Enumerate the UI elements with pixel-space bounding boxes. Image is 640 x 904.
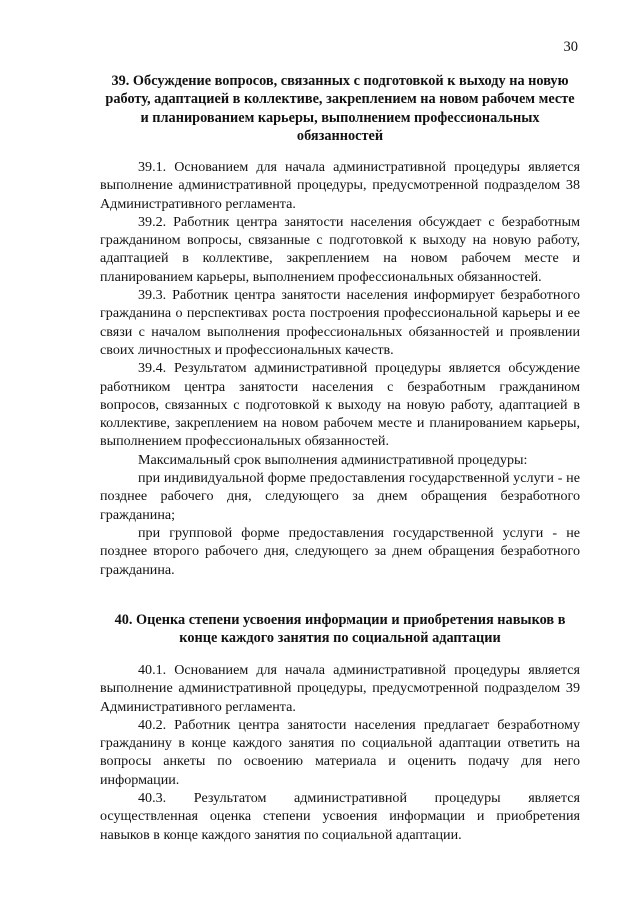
paragraph-39-2: 39.2. Работник центра занятости населения обсуждает с безработным гражданином вопросы, связанные с подготовкой к выходу на новую работу, адаптацией в коллективе, закреплением на новом рабочем месте и планированием карьеры, выполнением профессиональных обязанностей. (100, 213, 580, 285)
paragraph-40-2: 40.2. Работник центра занятости населения предлагает безработному гражданину в конце каждого занятия по социальной адаптации ответить на вопросы анкеты по освоению материала и оценить подачу для него информации. (100, 716, 580, 788)
paragraph-40-1: 40.1. Основанием для начала административной процедуры является выполнение административной процедуры, предусмотренной подразделом 39 Административного регламента. (100, 662, 580, 715)
paragraph-39-1: 39.1. Основанием для начала административной процедуры является выполнение административной процедуры, предусмотренной подразделом 38 Административного регламента. (100, 159, 580, 212)
paragraph-39-3: 39.3. Работник центра занятости населения информирует безработного гражданина о перспективах роста построения профессиональной карьеры и ее связи с началом выполнения профессиональных обязанностей и проявлении своих личностных и профессиональных качеств. (100, 287, 580, 358)
section-40-heading: 40. Оценка степени усвоения информации и приобретения навыков в конце каждого занятия по социальной адаптации (114, 612, 566, 647)
section-39-heading: 39. Обсуждение вопросов, связанных с подготовкой к выходу на новую работу, адаптацией в коллективе, закреплением на новом рабочем месте и планированием карьеры, выполнением профессиональных обязанностей (105, 73, 575, 144)
page-number: 30 (563, 39, 578, 55)
paragraph-40-3: 40.3. Результатом административной процедуры является осуществленная оценка степени усвоения информации и приобретения навыков в конце каждого занятия по социальной адаптации. (100, 790, 580, 843)
paragraph-group-form: при групповой форме предоставления государственной услуги - не позднее второго рабочего дня, следующего за днем обращения безработного гражданина. (100, 524, 580, 578)
section-40-body (100, 661, 580, 844)
section-39-body (100, 158, 580, 579)
paragraph-39-4: 39.4. Результатом административной процедуры является обсуждение работником центра занятости населения с безработным гражданином вопросов, связанных с подготовкой к выходу на новую работу, адаптацией в коллективе, закреплением на новом рабочем месте и планированием карьеры, выполнением профессиональных обязанностей. (100, 360, 580, 450)
paragraph-individual-form: при индивидуальной форме предоставления государственной услуги - не позднее рабочего дня, следующего за днем обращения безработного гражданина; (100, 470, 580, 523)
paragraph-max-term: Максимальный срок выполнения административной процедуры: (138, 451, 528, 468)
